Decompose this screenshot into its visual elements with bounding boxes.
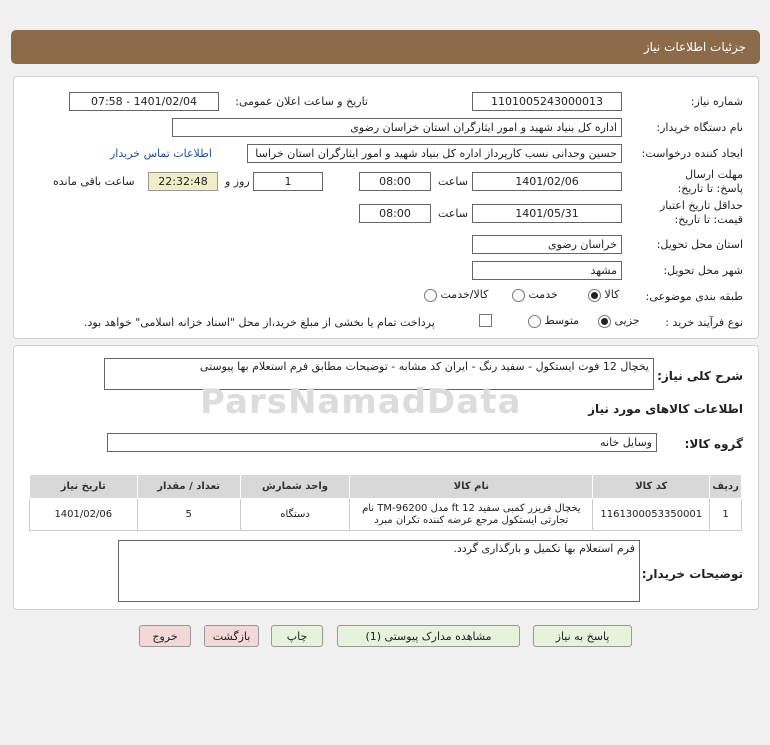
need-number-label: شماره نیاز: (690, 95, 743, 108)
deadline-price-time-label: ساعت (438, 207, 468, 220)
buyer-org-field: اداره کل بنیاد شهید و امور ایثارگران استان خراسان رضوی (172, 118, 622, 137)
page-header (11, 30, 760, 64)
category-service-radio[interactable] (512, 289, 525, 302)
cell-unit: دستگاه (240, 499, 350, 531)
remaining-label: ساعت باقی مانده (53, 175, 135, 188)
days-label: روز و (225, 175, 250, 188)
need-desc-field: یخچال 12 فوت ایستکول - سفید رنگ - ایران کد مشابه - توضیحات مطابق فرم استعلام بها پیوستی (104, 358, 654, 390)
view-attachments-button[interactable]: مشاهده مدارک پیوستی (1) (337, 625, 520, 647)
payment-checkbox[interactable] (479, 314, 492, 327)
remaining-time-field: 22:32:48 (148, 172, 218, 191)
col-name-header: نام کالا (350, 475, 593, 499)
category-both-option[interactable] (424, 288, 488, 302)
buyer-notes-label: توضیحات خریدار: (641, 567, 743, 581)
creator-label: ایجاد کننده درخواست: (641, 147, 743, 160)
purchase-minor-option[interactable] (598, 314, 640, 328)
col-code-header: کد کالا (593, 475, 710, 499)
need-number-field: 1101005243000013 (472, 92, 622, 111)
back-button[interactable]: بازگشت (204, 625, 259, 647)
announce-field: 1401/02/04 - 07:58 (69, 92, 219, 111)
buyer-org-label: نام دستگاه خریدار: (656, 121, 743, 134)
deadline-send-label: مهلت ارسال پاسخ: تا تاریخ: (677, 168, 743, 195)
reply-button[interactable]: پاسخ به نیاز (533, 625, 632, 647)
deadline-send-time-field: 08:00 (359, 172, 431, 191)
payment-note: پرداخت تمام یا بخشی از مبلغ خرید،از محل "اسناد خزانه اسلامی" خواهد بود. (84, 316, 435, 329)
buyer-contact-link[interactable]: اطلاعات تماس خریدار (110, 147, 212, 160)
cell-row: 1 (710, 499, 742, 531)
category-goods-label: کالا (604, 288, 620, 301)
exit-button[interactable]: خروج (139, 625, 191, 647)
cell-name: یخچال فریزر کمبی سفید 12 ft مدل TM-96200 نام تجارتی ایستکول مرجع عرضه کننده تکران مبرد (350, 499, 593, 531)
goods-group-field: وسایل خانه (107, 433, 657, 452)
col-unit-header: واحد شمارش (240, 475, 350, 499)
city-label: شهر محل تحویل: (663, 264, 743, 277)
col-row-header: ردیف (710, 475, 742, 499)
print-button[interactable]: چاپ (271, 625, 323, 647)
category-label: طبقه بندی موضوعی: (645, 290, 743, 303)
goods-table-header (30, 475, 742, 499)
province-field: خراسان رضوی (472, 235, 622, 254)
deadline-send-time-label: ساعت (438, 175, 468, 188)
province-label: استان محل تحویل: (656, 238, 743, 251)
goods-info-title: اطلاعات کالاهای مورد نیاز (588, 402, 743, 416)
buyer-notes-field: فرم استعلام بها تکمیل و بارگذاری گردد. (118, 540, 640, 602)
purchase-minor-radio[interactable] (598, 315, 611, 328)
announce-label: تاریخ و ساعت اعلان عمومی: (235, 95, 368, 108)
purchase-medium-radio[interactable] (528, 315, 541, 328)
col-date-header: تاریخ نیاز (30, 475, 138, 499)
need-desc-label: شرح کلی نیاز: (657, 369, 743, 383)
goods-table (29, 474, 742, 531)
deadline-send-date-field: 1401/02/06 (472, 172, 622, 191)
purchase-minor-label: جزیی (614, 314, 640, 327)
category-goods-radio[interactable] (588, 289, 601, 302)
table-row (30, 499, 742, 531)
purchase-medium-label: متوسط (544, 314, 580, 327)
watermark: ParsNamadData (200, 382, 522, 422)
category-service-option[interactable] (512, 288, 558, 302)
city-field: مشهد (472, 261, 622, 280)
goods-group-label: گروه کالا: (684, 437, 743, 451)
category-service-label: خدمت (528, 288, 558, 301)
cell-date: 1401/02/06 (30, 499, 138, 531)
creator-field: حسین وحدانی نسب کارپرداز اداره کل بنیاد شهید و امور ایثارگران استان خراسا (247, 144, 622, 163)
col-qty-header: تعداد / مقدار (137, 475, 240, 499)
purchase-type-label: نوع فرآیند خرید : (665, 316, 743, 329)
deadline-price-time-field: 08:00 (359, 204, 431, 223)
cell-code: 1161300053350001 (593, 499, 710, 531)
days-field: 1 (253, 172, 323, 191)
purchase-medium-option[interactable] (528, 314, 579, 328)
deadline-price-label: حداقل تاریخ اعتبار قیمت: تا تاریخ: (659, 199, 743, 226)
category-goods-option[interactable] (588, 288, 619, 302)
cell-qty: 5 (137, 499, 240, 531)
category-both-label: کالا/خدمت (440, 288, 489, 301)
deadline-price-date-field: 1401/05/31 (472, 204, 622, 223)
category-both-radio[interactable] (424, 289, 437, 302)
page-title: جزئیات اطلاعات نیاز (643, 40, 746, 54)
